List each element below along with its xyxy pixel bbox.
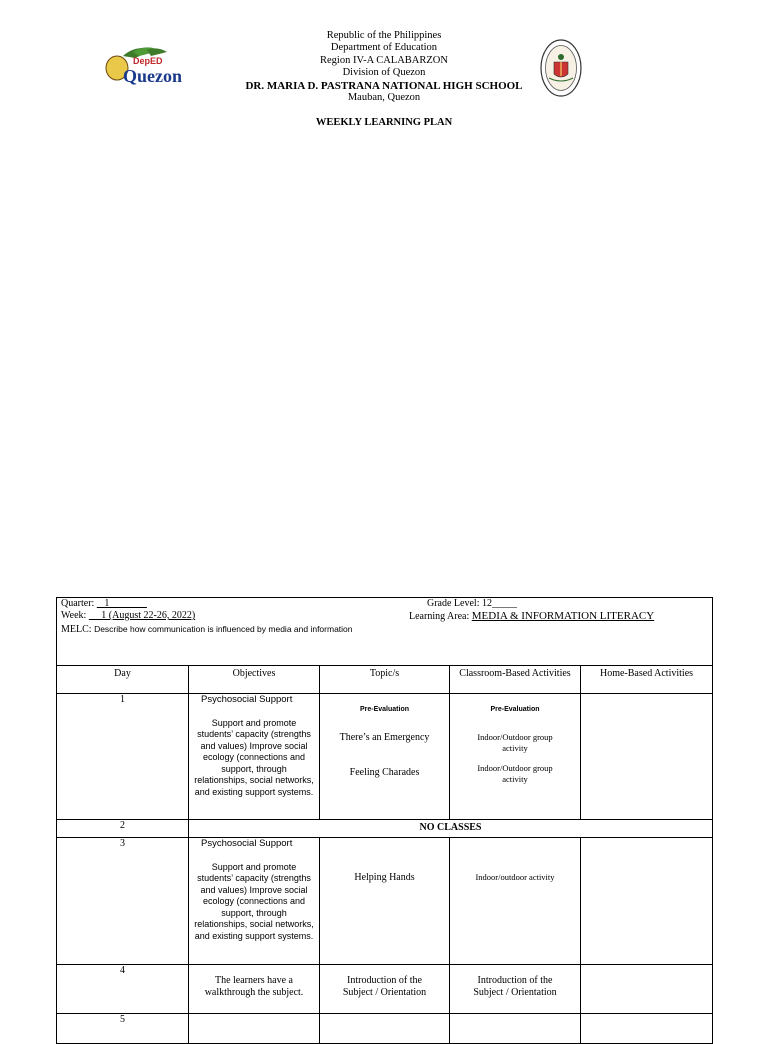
topic-cell bbox=[320, 694, 450, 820]
quarter-value: 1 ____ bbox=[96, 598, 147, 609]
home-cell bbox=[581, 965, 713, 1014]
weekly-learning-plan-table bbox=[56, 597, 713, 1044]
learning-area-label: Learning Area: bbox=[409, 611, 470, 622]
table-row bbox=[57, 694, 713, 820]
objective-body: Support and promote students’ capacity (strengths and values) Improve social ecology (connections and support, through relationships, social networks, and existing support systems. bbox=[194, 861, 314, 941]
header-school-name: DR. MARIA D. PASTRANA NATIONAL HIGH SCHOOL bbox=[245, 79, 523, 92]
day-cell: 4 bbox=[57, 965, 189, 1014]
objective-body: Support and promote students’ capacity (strengths and values) Improve social ecology (connections and support, through relationships, social networks, and existing support systems. bbox=[194, 717, 314, 797]
home-cell bbox=[581, 1014, 713, 1044]
topic-introduction: Introduction of the Subject / Orientation bbox=[342, 975, 427, 998]
classroom-activity-a: Indoor/Outdoor group activity bbox=[477, 732, 553, 753]
table-row bbox=[57, 820, 713, 838]
grade-value: 12_____ bbox=[481, 598, 517, 609]
page-title: WEEKLY LEARNING PLAN bbox=[315, 117, 453, 129]
col-header-day: Day bbox=[57, 666, 189, 694]
topic-pre-evaluation: Pre-Evaluation bbox=[359, 706, 409, 713]
objectives-cell bbox=[189, 1014, 320, 1044]
classroom-activity: Indoor/outdoor activity bbox=[475, 872, 555, 882]
quarter-field bbox=[61, 598, 147, 610]
table-row bbox=[57, 838, 713, 965]
home-cell bbox=[581, 694, 713, 820]
week-label: Week: bbox=[61, 610, 87, 621]
day-cell: 5 bbox=[57, 1014, 189, 1044]
classroom-activity-b: Indoor/Outdoor group activity bbox=[477, 763, 553, 784]
week-field bbox=[61, 610, 195, 622]
objective-heading: Psychosocial Support bbox=[201, 838, 293, 849]
objectives-cell bbox=[189, 965, 320, 1014]
svg-text:DepED: DepED bbox=[133, 56, 163, 66]
topic-helping-hands: Helping Hands bbox=[354, 872, 415, 883]
table-row bbox=[57, 1014, 713, 1044]
grade-field bbox=[427, 598, 517, 610]
table-row bbox=[57, 965, 713, 1014]
plan-info-block bbox=[57, 598, 713, 666]
col-header-topics: Topic/s bbox=[320, 666, 450, 694]
classroom-introduction: Introduction of the Subject / Orientation bbox=[473, 975, 557, 998]
topic-charades: Feeling Charades bbox=[349, 767, 420, 778]
header-department: Department of Education bbox=[330, 42, 438, 54]
week-value: 1 (August 22-26, 2022) bbox=[88, 610, 196, 621]
header-division: Division of Quezon bbox=[342, 67, 426, 79]
topic-emergency: There’s an Emergency bbox=[339, 732, 430, 743]
home-cell bbox=[581, 838, 713, 965]
no-classes-note: NO CLASSES bbox=[189, 820, 713, 838]
objectives-cell bbox=[189, 694, 320, 820]
header-region: Region IV-A CALABARZON bbox=[320, 54, 448, 66]
topic-cell bbox=[320, 1014, 450, 1044]
objective-text: The learners have a walkthrough the subject. bbox=[204, 975, 304, 998]
classroom-cell bbox=[450, 965, 581, 1014]
learning-area-field bbox=[409, 610, 654, 623]
classroom-pre-evaluation: Pre-Evaluation bbox=[490, 706, 540, 713]
topic-cell bbox=[320, 965, 450, 1014]
classroom-cell bbox=[450, 1014, 581, 1044]
header-location: Mauban, Quezon bbox=[347, 92, 421, 104]
melc-label: MELC: bbox=[61, 624, 92, 635]
day-cell: 1 bbox=[57, 694, 189, 820]
melc-field bbox=[61, 623, 353, 636]
day-cell: 2 bbox=[57, 820, 189, 838]
header-republic: Republic of the Philippines bbox=[326, 30, 442, 41]
classroom-cell bbox=[450, 838, 581, 965]
melc-value: Describe how communication is influenced by media and information bbox=[94, 624, 353, 634]
col-header-home: Home-Based Activities bbox=[581, 666, 713, 694]
day-cell: 3 bbox=[57, 838, 189, 965]
svg-text:Quezon: Quezon bbox=[123, 66, 183, 86]
quarter-label: Quarter: bbox=[61, 598, 95, 609]
col-header-objectives: Objectives bbox=[189, 666, 320, 694]
topic-cell bbox=[320, 838, 450, 965]
col-header-classroom: Classroom-Based Activities bbox=[450, 666, 581, 694]
objectives-cell bbox=[189, 838, 320, 965]
objective-heading: Psychosocial Support bbox=[201, 694, 293, 705]
grade-label: Grade Level: bbox=[427, 598, 480, 609]
document-header bbox=[0, 30, 768, 130]
table-header-row bbox=[57, 666, 713, 694]
classroom-cell bbox=[450, 694, 581, 820]
learning-area-value: MEDIA & INFORMATION LITERACY bbox=[471, 610, 655, 622]
